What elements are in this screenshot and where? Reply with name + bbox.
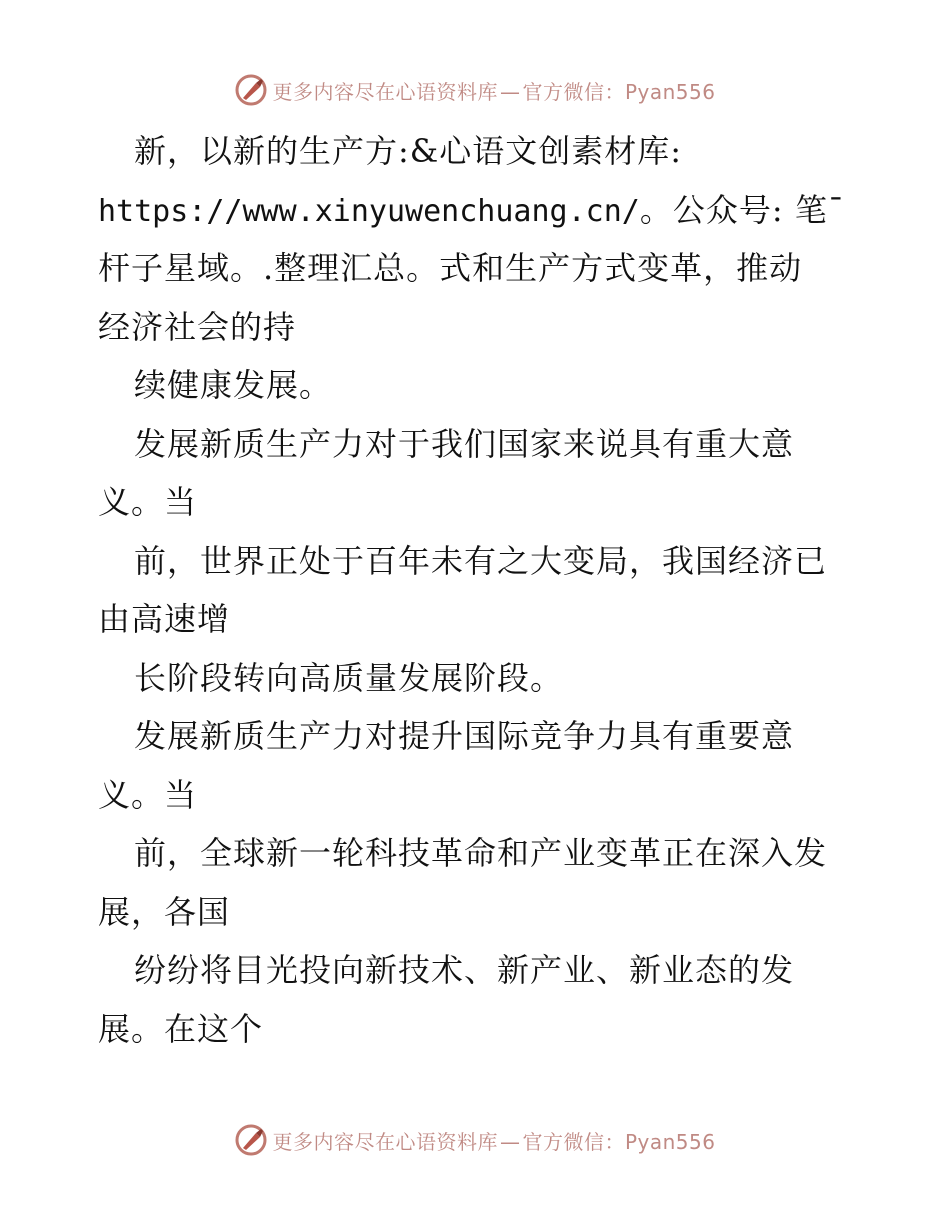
text-line: 长阶段转向高质量发展阶段。 <box>134 658 564 697</box>
text-line: 新，以新的生产方:&心语文创素材库: <box>134 132 683 170</box>
text-line: 前，全球新一轮科技革命和产业变革正在深入发 <box>134 834 828 872</box>
text-line: 发展新质生产力对提升国际竞争力具有重要意 <box>134 717 795 755</box>
text-line: 经济社会的持 <box>98 307 297 346</box>
text-line: 纷纷将目光投向新技术、新产业、新业态的发 <box>134 951 795 989</box>
header-watermark <box>0 70 950 110</box>
text-line: 义。当 <box>98 775 198 814</box>
text-line: 杆子星域。.整理汇总。式和生产方式变革，推动 <box>98 249 803 287</box>
pen-nib-circle-icon <box>234 73 268 107</box>
watermark-text: 更多内容尽在心语资料库 — 官方微信：Pyan556 <box>272 1129 716 1154</box>
text-line: 义。当 <box>98 483 198 521</box>
text-line: 由高速增 <box>98 600 231 638</box>
text-line: 展。在这个 <box>98 1009 264 1048</box>
text-line: 前，世界正处于百年未有之大变局，我国经济已 <box>134 541 828 580</box>
text-fragment: 。公众号: 笔¯ <box>639 190 845 229</box>
text-line: 续健康发展。 <box>134 366 333 404</box>
text-line: 展，各国 <box>98 892 231 931</box>
text-line: 发展新质生产力对于我们国家来说具有重大意 <box>134 424 795 463</box>
url-text: https://www.xinyuwenchuang.cn/ <box>98 193 640 229</box>
footer-watermark <box>0 1120 950 1160</box>
watermark-text: 更多内容尽在心语资料库 — 官方微信：Pyan556 <box>272 79 716 104</box>
text-line <box>98 181 858 240</box>
document-body <box>98 122 858 1058</box>
pen-nib-circle-icon <box>234 1123 268 1157</box>
